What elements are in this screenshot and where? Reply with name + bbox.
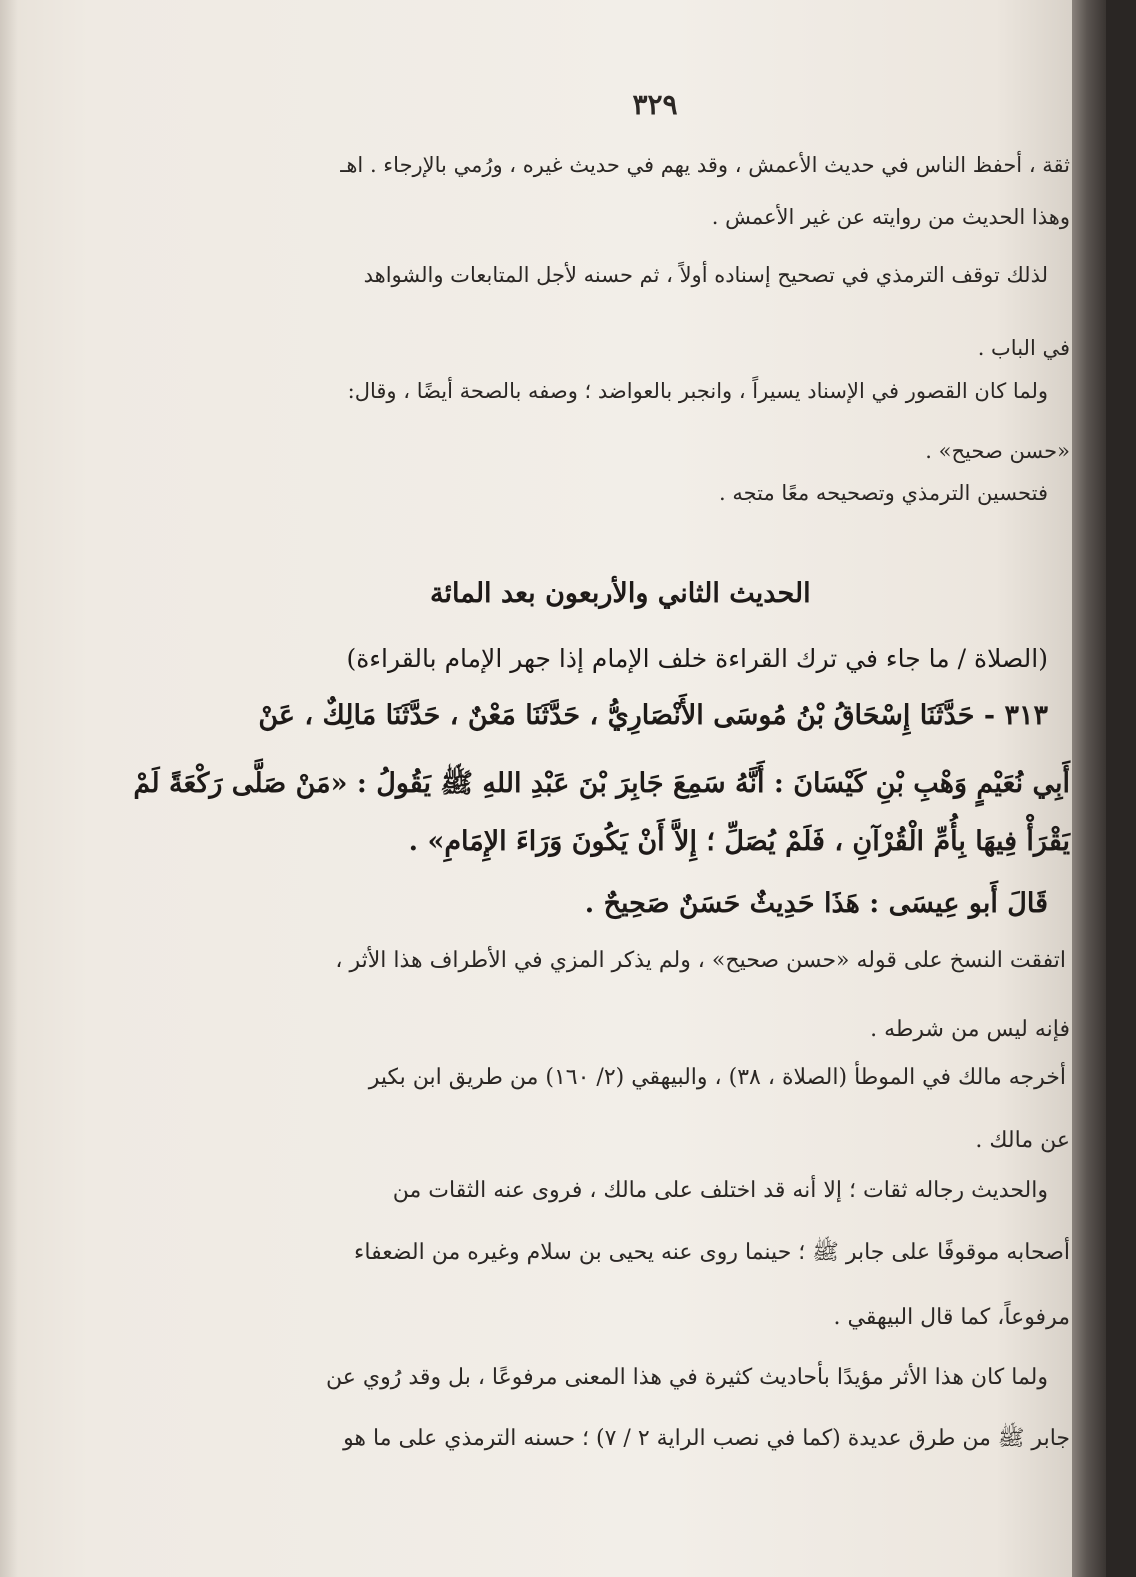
hadith-line-3: يَقْرَأْ فِيهَا بِأُمِّ الْقُرْآنِ ، فَلَمْ يُصَلِّ ؛ إِلاَّ أَنْ يَكُونَ وَرَاءَ الإِمَامِ» . — [408, 826, 1070, 857]
commentary-line-3: أخرجه مالك في الموطأ (الصلاة ، ٣٨) ، والبيهقي (٢/ ١٦٠) من طريق ابن بكير — [368, 1065, 1066, 1090]
page-number: ٣٢٩ — [632, 88, 678, 121]
text-line-7: فتحسين الترمذي وتصحيحه معًا متجه . — [719, 481, 1048, 505]
commentary-line-5: والحديث رجاله ثقات ؛ إلا أنه قد اختلف على مالك ، فروى عنه الثقات من — [392, 1178, 1048, 1203]
section-heading: الحديث الثاني والأربعون بعد المائة — [430, 578, 811, 609]
commentary-line-4: عن مالك . — [975, 1128, 1070, 1153]
text-line-3: لذلك توقف الترمذي في تصحيح إسناده أولاً ، ثم حسنه لأجل المتابعات والشواهد — [363, 263, 1048, 287]
text-line-2: وهذا الحديث من روايته عن غير الأعمش . — [711, 205, 1070, 229]
text-line-5: ولما كان القصور في الإسناد يسيراً ، وانجبر بالعواضد ؛ وصفه بالصحة أيضًا ، وقال: — [347, 379, 1048, 403]
text-line-6: «حسن صحيح» . — [925, 439, 1070, 463]
commentary-line-8: ولما كان هذا الأثر مؤيدًا بأحاديث كثيرة في هذا المعنى مرفوعًا ، بل وقد رُوي عن — [326, 1365, 1048, 1390]
hadith-line-2: أَبِي نُعَيْمٍ وَهْبِ بْنِ كَيْسَانَ : أَنَّهُ سَمِعَ جَابِرَ بْنَ عَبْدِ اللهِ ﷺ يَقُولُ : «مَنْ صَلَّى رَكْعَةً لَمْ — [133, 768, 1070, 799]
hadith-line-4: قَالَ أَبو عِيسَى : هَذَا حَدِيثٌ حَسَنٌ صَحِيحٌ . — [584, 888, 1048, 919]
commentary-line-2: فإنه ليس من شرطه . — [870, 1017, 1070, 1042]
chapter-title: (الصلاة / ما جاء في ترك القراءة خلف الإمام إذا جهر الإمام بالقراءة) — [346, 644, 1048, 673]
commentary-line-9: جابر ﷺ من طرق عديدة (كما في نصب الراية ٢ / ٧) ؛ حسنه الترمذي على ما هو — [343, 1426, 1070, 1451]
page-edge — [1072, 0, 1106, 1577]
commentary-line-7: مرفوعاً، كما قال البيهقي . — [833, 1305, 1070, 1330]
text-line-1: ثقة ، أحفظ الناس في حديث الأعمش ، وقد يهم في حديث غيره ، ورُمي بالإرجاء . اهـ — [340, 153, 1070, 177]
commentary-line-1: اتفقت النسخ على قوله «حسن صحيح» ، ولم يذكر المزي في الأطراف هذا الأثر ، — [335, 948, 1066, 973]
hadith-line-1: ٣١٣ - حَدَّثَنَا إِسْحَاقُ بْنُ مُوسَى الأَنْصَارِيُّ ، حَدَّثَنَا مَعْنٌ ، حَدَّثَنَا مَالِكٌ ، عَنْ — [258, 700, 1048, 731]
page-gutter-shadow — [0, 0, 18, 1577]
commentary-line-6: أصحابه موقوفًا على جابر ﷺ ؛ حينما روى عنه يحيى بن سلام وغيره من الضعفاء — [354, 1240, 1070, 1265]
text-line-4: في الباب . — [977, 336, 1070, 360]
